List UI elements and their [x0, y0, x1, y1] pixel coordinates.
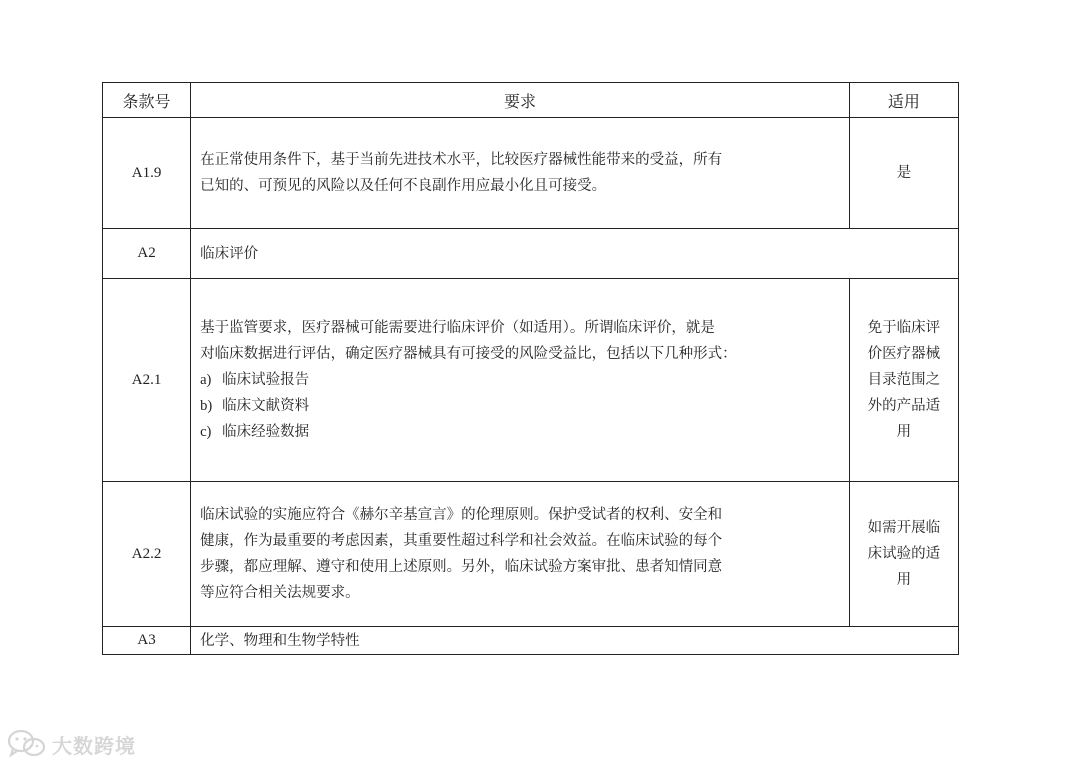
clause-number: A3 [103, 627, 191, 655]
requirement-line: 基于监管要求，医疗器械可能需要进行临床评价（如适用）。所谓临床评价，就是 [200, 320, 715, 336]
clause-number: A2.2 [103, 482, 191, 627]
applicable-line: 如需开展临 [867, 520, 941, 536]
list-item [200, 393, 841, 419]
requirement-line: 临床试验的实施应符合《赫尔辛基宣言》的伦理原则。保护受试者的权利、安全和 [200, 507, 723, 523]
requirements-table [102, 82, 959, 655]
applicable-line: 外的产品适 [867, 398, 941, 414]
header-clause: 条款号 [103, 83, 191, 118]
list-item [200, 367, 841, 393]
list-marker: a) [200, 372, 212, 388]
table-row [103, 627, 959, 655]
applicable-line: 价医疗器械 [867, 346, 941, 362]
requirement-line: 对临床数据进行评估，确定医疗器械具有可接受的风险受益比，包括以下几种形式： [200, 346, 737, 362]
applicable-value [849, 118, 958, 229]
list-item [200, 419, 841, 445]
table-row [103, 279, 959, 482]
applicable-line: 目录范围之 [867, 372, 941, 388]
requirement-text [191, 118, 850, 229]
wechat-logo-icon [6, 727, 48, 761]
clause-number: A2.1 [103, 279, 191, 482]
requirement-line: 在正常使用条件下，基于当前先进技术水平，比较医疗器械性能带来的受益，所有 [200, 152, 723, 168]
applicable-line: 床试验的适 [867, 546, 941, 562]
header-requirement: 要求 [191, 83, 850, 118]
requirement-line: 临床评价 [200, 245, 259, 262]
requirement-line: 已知的、可预见的风险以及任何不良副作用应最小化且可接受。 [200, 178, 607, 194]
requirement-text [191, 627, 959, 655]
requirement-line: 健康，作为最重要的考虑因素，其重要性超过科学和社会效益。在临床试验的每个 [200, 533, 723, 549]
requirement-text [191, 229, 959, 279]
applicable-value [849, 279, 958, 482]
requirement-line: 等应符合相关法规要求。 [200, 585, 360, 601]
list-marker: c) [200, 424, 212, 440]
table-row [103, 482, 959, 627]
applicable-value [849, 482, 958, 627]
requirement-text [191, 279, 850, 482]
requirement-line: 步骤，都应理解、遵守和使用上述原则。另外，临床试验方案审批、患者知情同意 [200, 559, 723, 575]
clause-number: A2 [103, 229, 191, 279]
table-header-row [103, 83, 959, 118]
list-item-text: 临床经验数据 [222, 424, 310, 440]
header-applicable: 适用 [849, 83, 958, 118]
list-marker: b) [200, 398, 213, 414]
table-row [103, 118, 959, 229]
list-item-text: 临床试验报告 [222, 372, 310, 388]
applicable-line: 用 [896, 572, 912, 588]
clause-number: A1.9 [103, 118, 191, 229]
list-item-text: 临床文献资料 [222, 398, 310, 414]
applicable-line: 用 [896, 424, 912, 440]
watermark-text: 大数跨境 [52, 733, 136, 758]
applicable-line: 免于临床评 [867, 320, 941, 336]
applicable-line: 是 [896, 165, 912, 181]
table-row [103, 229, 959, 279]
requirement-text [191, 482, 850, 627]
watermark [6, 726, 136, 762]
requirement-line: 化学、物理和生物学特性 [200, 632, 360, 649]
